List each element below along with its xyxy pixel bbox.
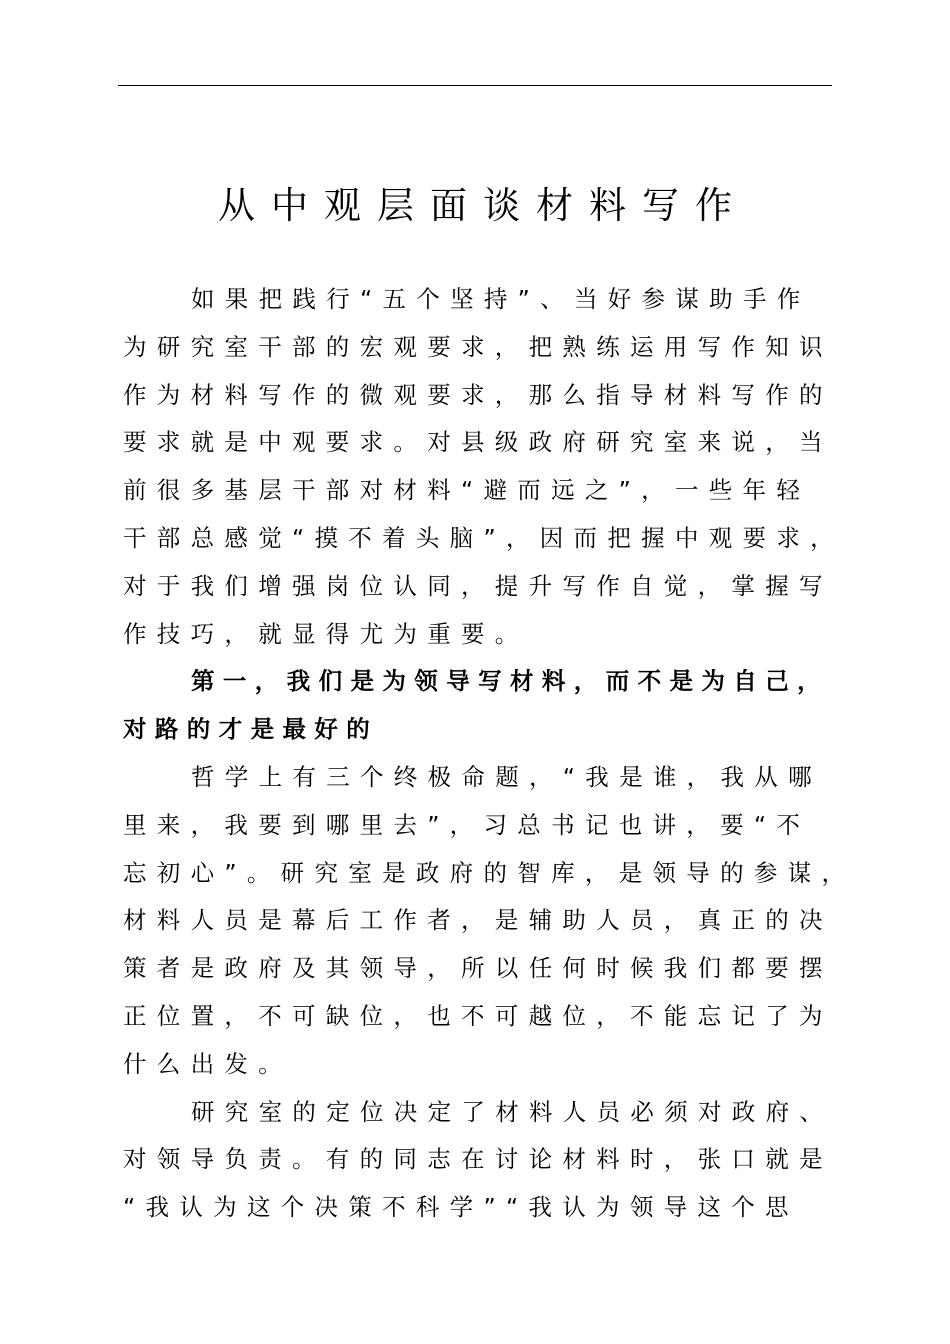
paragraph-positioning: [123, 1089, 848, 1232]
text-line: 策者是政府及其领导，所以任何时候我们都要摆: [123, 954, 833, 983]
text-line: 什么出发。: [123, 1049, 292, 1078]
heading-line: 对路的才是最好的: [123, 715, 379, 744]
text-line: 作技巧，就显得尤为重要。: [123, 619, 529, 648]
text-line: 对于我们增强岗位认同，提升写作自觉，掌握写: [123, 571, 833, 600]
paragraph-philosophy: [123, 754, 856, 1089]
text-line: 哲学上有三个终极命题，“我是谁，我从哪: [191, 762, 822, 791]
text-line: 为研究室干部的宏观要求，把熟练运用写作知识: [123, 332, 833, 361]
header-rule: [118, 85, 832, 86]
text-line: 材料人员是幕后工作者，是辅助人员，真正的决: [123, 906, 833, 935]
text-line: 研究室的定位决定了材料人员必须对政府、: [191, 1097, 834, 1126]
text-line: 干部总感觉“摸不着头脑”，因而把握中观要求，: [123, 523, 844, 552]
text-line: “我认为这个决策不科学”“我认为领导这个思: [123, 1193, 799, 1222]
heading-line: 第一，我们是为领导写材料，而不是为自己，: [191, 667, 829, 696]
text-line: 里来，我要到哪里去”，习总书记也讲，要“不: [123, 810, 811, 839]
text-line: 正位置，不可缺位，也不可越位，不能忘记了为: [123, 1001, 833, 1030]
text-line: 对领导负责。有的同志在讨论材料时，张口就是: [123, 1145, 833, 1174]
text-line: 忘初心”。研究室是政府的智库，是领导的参谋，: [123, 858, 856, 887]
text-line: 前很多基层干部对材料“避而远之”，一些年轻: [123, 476, 811, 505]
text-line: 如果把践行“五个坚持”、当好参谋助手作: [191, 285, 811, 313]
document-title: 从中观层面谈材料写作: [218, 184, 748, 227]
document-body: [123, 276, 856, 1232]
section-heading-first: [123, 658, 848, 754]
paragraph-intro: [123, 276, 848, 658]
text-line: 作为材料写作的微观要求，那么指导材料写作的: [123, 380, 833, 409]
text-line: 要求就是中观要求。对县级政府研究室来说，当: [123, 428, 833, 457]
